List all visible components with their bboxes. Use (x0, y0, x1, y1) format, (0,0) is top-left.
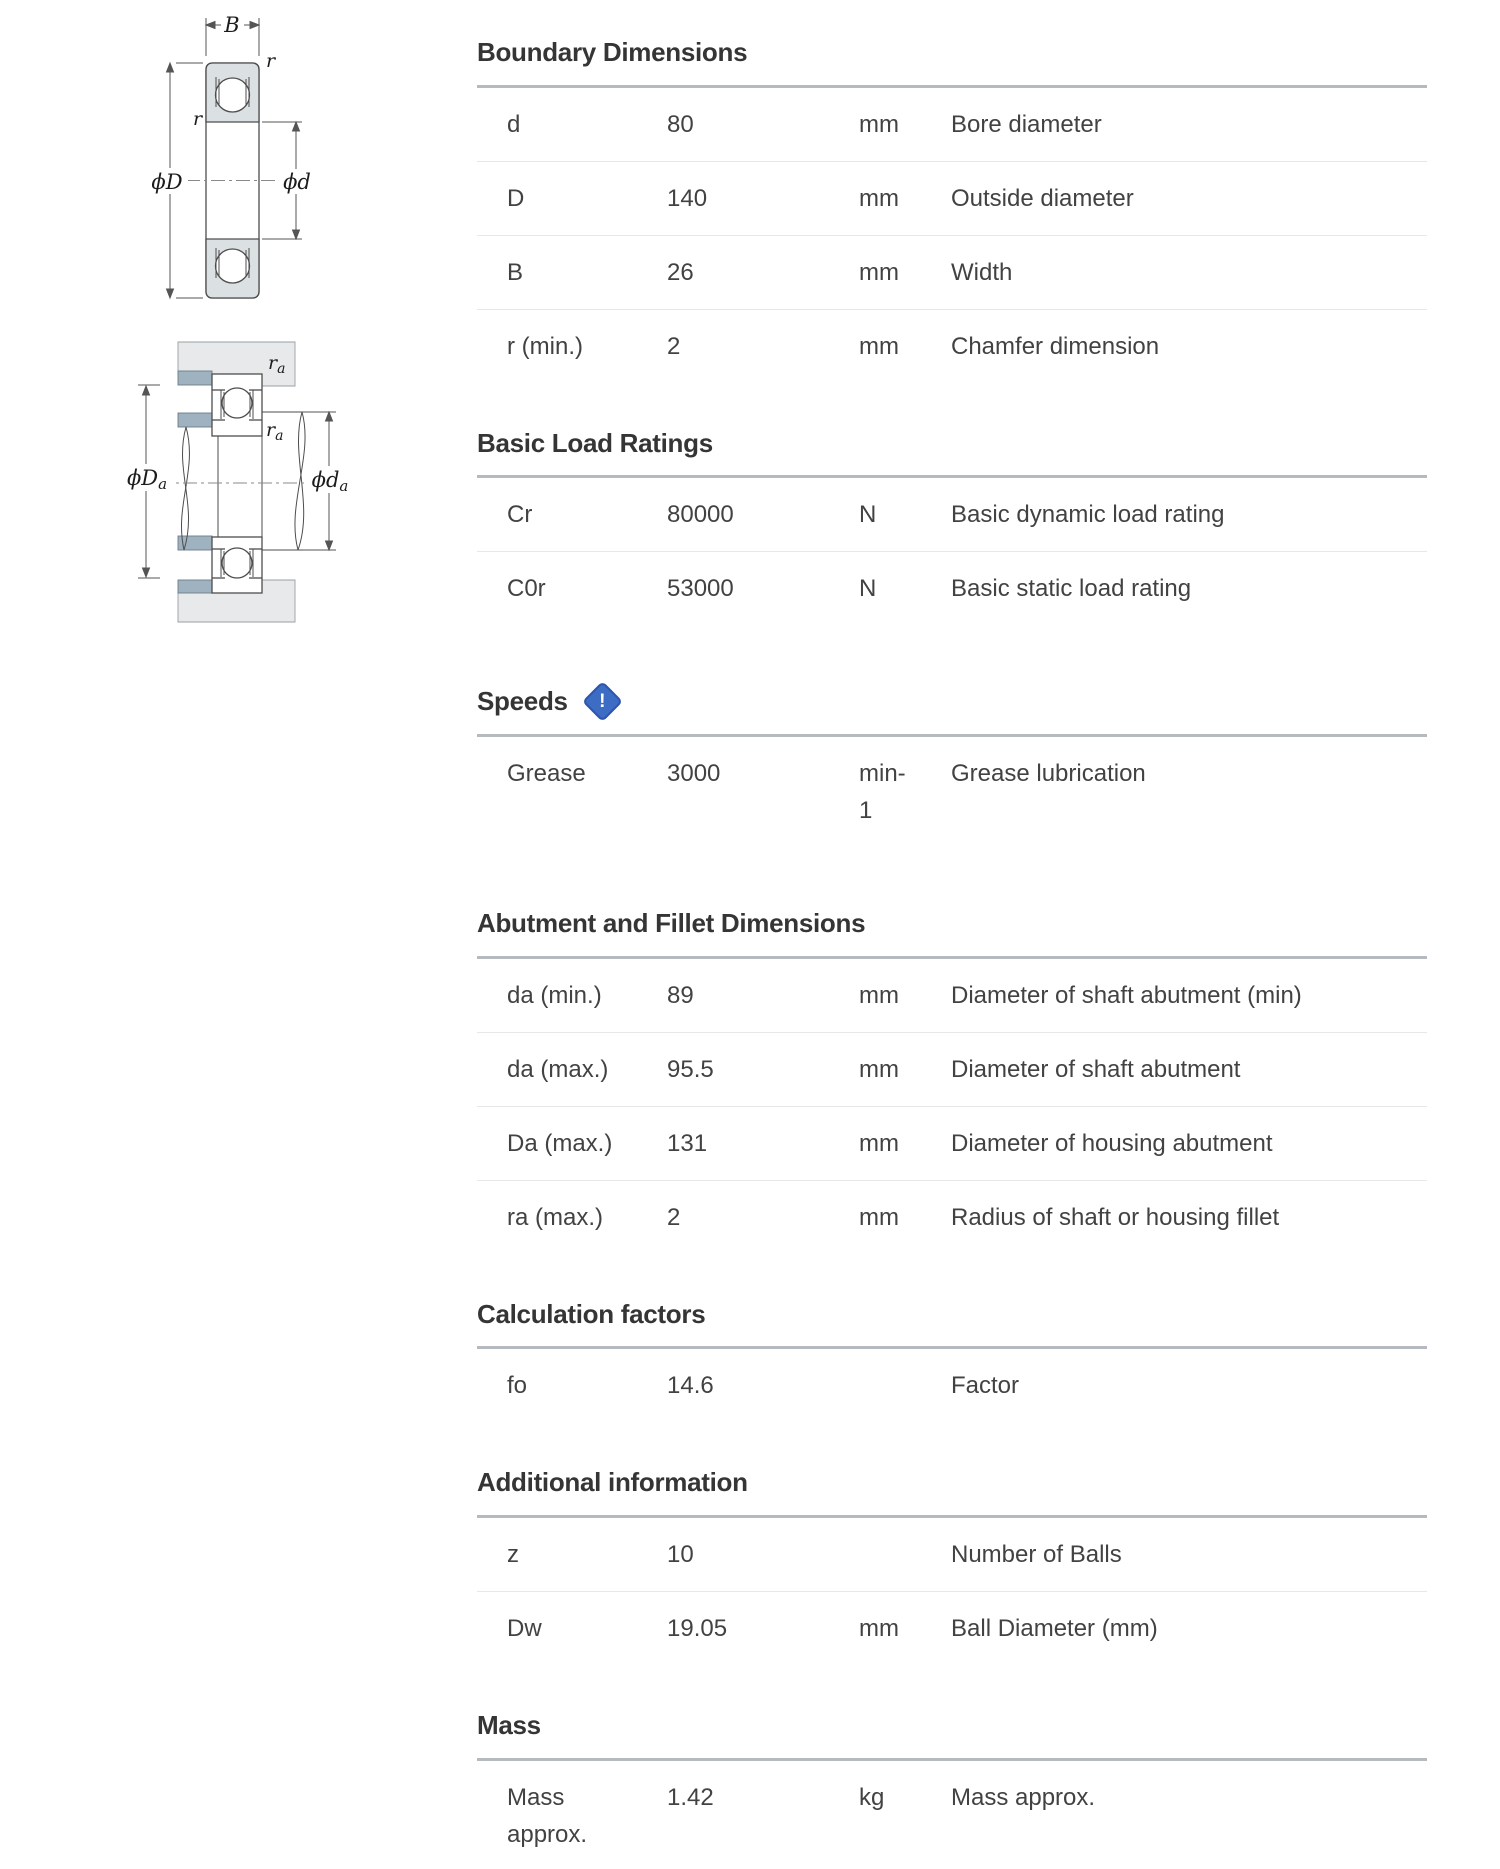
spec-table (477, 734, 1427, 847)
param-label: r (min.) (507, 332, 583, 360)
section-speeds (477, 687, 1427, 847)
param-description: Factor (951, 1372, 1020, 1400)
spec-column (477, 38, 1427, 1869)
param-description: Chamfer dimension (951, 332, 1160, 360)
section-title: Additional information (477, 1467, 748, 1498)
param-label: Grease (507, 760, 586, 788)
param-label: ra (max.) (507, 1203, 603, 1231)
ball-bottom (216, 249, 250, 283)
section-boundary-dimensions (477, 38, 1427, 383)
param-description: Ball Diameter (mm) (951, 1614, 1158, 1642)
param-unit: N (859, 501, 877, 529)
param-label: z (507, 1540, 519, 1568)
label-chamfer-top: r (266, 50, 276, 72)
param-description: Mass approx. (951, 1783, 1096, 1811)
table-row (477, 1181, 1427, 1254)
param-label: C0r (507, 575, 546, 603)
param-description: Basic static load rating (951, 575, 1192, 603)
ball-top (216, 78, 250, 112)
param-unit: N (859, 575, 877, 603)
param-description: Bore diameter (951, 110, 1102, 138)
param-description: Number of Balls (951, 1540, 1122, 1568)
label-shaft-abutment: ϕda (311, 468, 349, 495)
param-label: Dw (507, 1614, 542, 1642)
param-label: da (max.) (507, 1055, 609, 1083)
housing-shoulder-top (178, 371, 212, 385)
section-additional-information (477, 1468, 1427, 1665)
param-value: 80 (667, 110, 694, 138)
section-mass (477, 1711, 1427, 1869)
spec-table (477, 85, 1427, 383)
info-icon[interactable] (582, 681, 623, 722)
param-unit: min-1 (859, 760, 906, 825)
param-label: D (507, 184, 525, 212)
param-label: B (507, 258, 524, 286)
table-row (477, 162, 1427, 236)
param-unit: mm (859, 981, 899, 1009)
param-value: 14.6 (667, 1372, 714, 1400)
param-value: 2 (667, 332, 681, 360)
section-basic-load-ratings (477, 429, 1427, 626)
table-row (477, 1518, 1427, 1592)
param-description: Grease lubrication (951, 760, 1146, 788)
param-unit: kg (859, 1783, 885, 1811)
label-width-B: B (224, 13, 240, 37)
param-label: Cr (507, 501, 533, 529)
param-unit (859, 1536, 915, 1573)
table-row (477, 310, 1427, 383)
section-title: Basic Load Ratings (477, 427, 713, 458)
param-description: Diameter of housing abutment (951, 1129, 1273, 1157)
table-row (477, 1592, 1427, 1665)
label-fillet-radius-2: $r_a$ (266, 419, 284, 444)
param-value: 19.05 (667, 1614, 728, 1642)
label-fillet-radius-1: $r_a$ (268, 352, 286, 377)
table-row (477, 737, 1427, 847)
table-row (477, 959, 1427, 1033)
table-row (477, 236, 1427, 310)
param-value: 140 (667, 184, 708, 212)
param-unit: mm (859, 1129, 899, 1157)
param-label: d (507, 110, 521, 138)
section-title: Boundary Dimensions (477, 37, 748, 67)
param-value: 89 (667, 981, 694, 1009)
param-unit: mm (859, 1203, 899, 1231)
param-description: Diameter of shaft abutment (min) (951, 981, 1302, 1009)
label-outside-diameter: ϕD (151, 170, 183, 194)
spec-table (477, 1346, 1427, 1422)
spec-table (477, 1758, 1427, 1869)
section-title: Mass (477, 1709, 541, 1740)
param-label: Mass approx. (507, 1783, 588, 1848)
param-unit: mm (859, 332, 899, 360)
param-unit: mm (859, 258, 899, 286)
param-value: 10 (667, 1540, 694, 1568)
section-title: Abutment and Fillet Dimensions (477, 908, 866, 939)
bearing-diagrams (100, 0, 370, 640)
param-description: Basic dynamic load rating (951, 501, 1225, 529)
param-value: 53000 (667, 575, 734, 603)
param-description: Radius of shaft or housing fillet (951, 1203, 1280, 1231)
param-unit (859, 1367, 915, 1404)
param-label: fo (507, 1372, 528, 1400)
param-value: 80000 (667, 501, 734, 529)
table-row (477, 478, 1427, 552)
param-unit: mm (859, 184, 899, 212)
param-unit: mm (859, 1055, 899, 1083)
param-label: Da (max.) (507, 1129, 613, 1157)
section-title: Speeds (477, 686, 568, 717)
table-row (477, 1033, 1427, 1107)
param-value: 2 (667, 1203, 681, 1231)
param-label: da (min.) (507, 981, 602, 1009)
table-row (477, 88, 1427, 162)
param-description: Diameter of shaft abutment (951, 1055, 1241, 1083)
mounted-cross-section (121, 342, 354, 622)
section-calculation-factors (477, 1300, 1427, 1423)
shaft-shoulder-top (178, 413, 212, 427)
label-bore-diameter: ϕd (283, 170, 311, 194)
param-value: 26 (667, 258, 694, 286)
param-value: 95.5 (667, 1055, 714, 1083)
param-description: Outside diameter (951, 184, 1134, 212)
section-abutment-fillet (477, 909, 1427, 1254)
table-row (477, 1761, 1427, 1869)
table-row (477, 552, 1427, 625)
section-title: Calculation factors (477, 1298, 706, 1329)
info-icon-glyph: ! (599, 691, 606, 713)
spec-table (477, 956, 1427, 1254)
param-unit: mm (859, 110, 899, 138)
label-chamfer-left: r (193, 108, 203, 130)
bearing-diagram-svg (100, 0, 370, 640)
spec-table (477, 1515, 1427, 1665)
housing-shoulder-bottom (178, 580, 212, 593)
spec-table (477, 475, 1427, 625)
param-value: 3000 (667, 760, 721, 788)
label-housing-abutment: ϕDa (126, 466, 168, 493)
param-value: 131 (667, 1129, 708, 1157)
param-description: Width (951, 258, 1013, 286)
table-row (477, 1107, 1427, 1181)
param-unit: mm (859, 1614, 899, 1642)
param-value: 1.42 (667, 1783, 714, 1811)
table-row (477, 1349, 1427, 1422)
